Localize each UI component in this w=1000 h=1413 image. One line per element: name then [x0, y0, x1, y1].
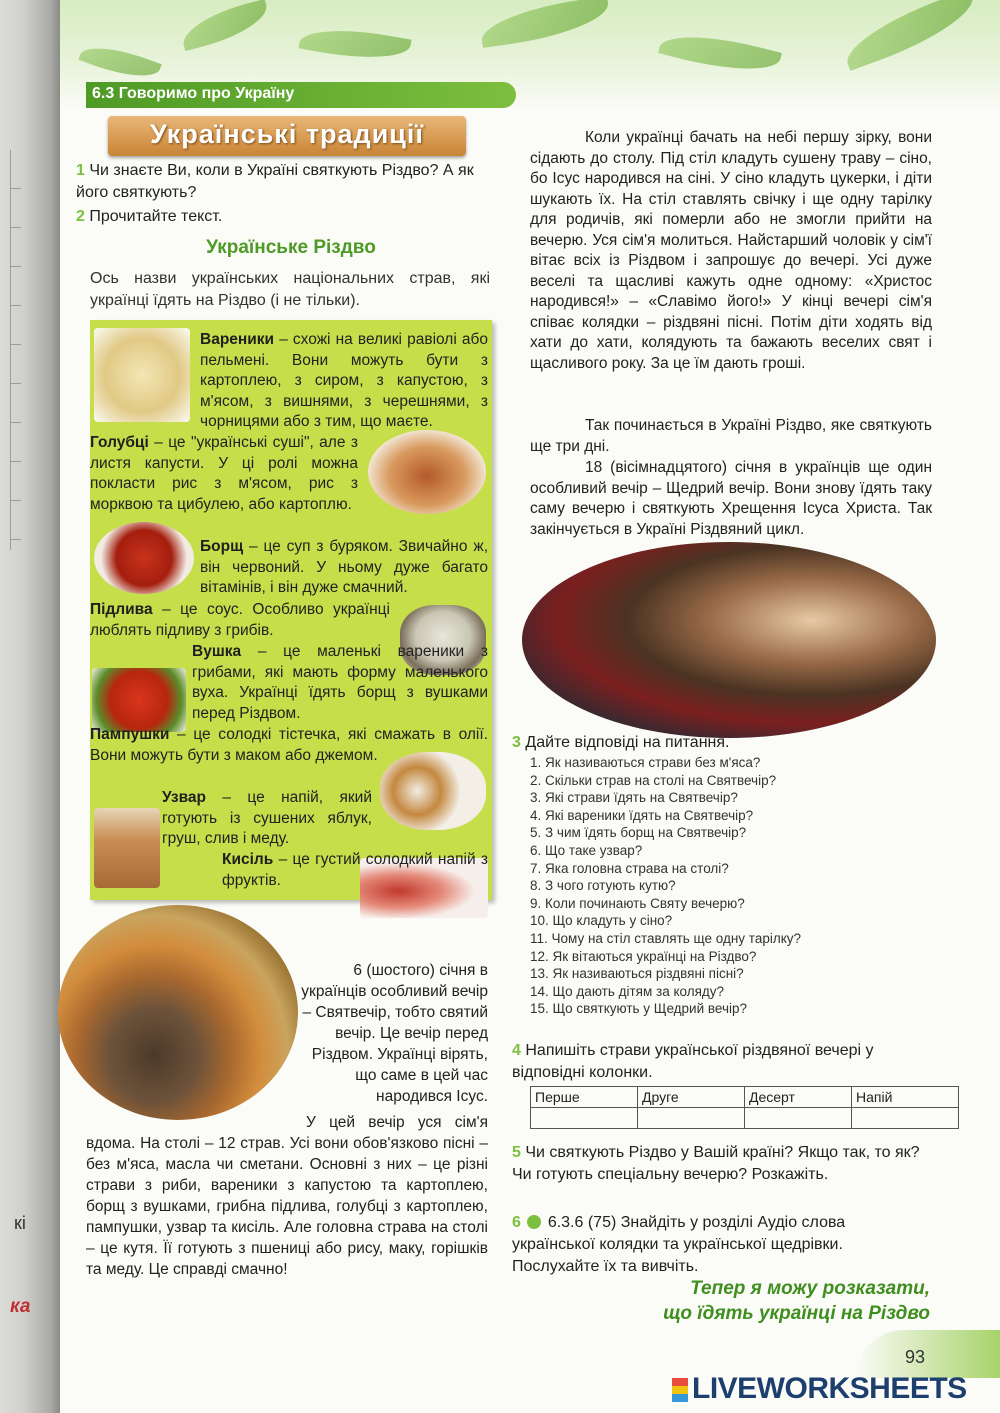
spine-text: кі [14, 1213, 26, 1233]
question-3-text: Дайте відповіді на питання. [525, 734, 730, 751]
page-number-badge [856, 1330, 1000, 1378]
table-answer-cell[interactable] [531, 1108, 638, 1129]
dishes-table [530, 1086, 959, 1129]
closing-text: Тепер я можу розказати, що їдять українці на Різдво [663, 1278, 930, 1324]
table-answer-cell[interactable] [638, 1108, 745, 1129]
table-header: Перше [531, 1087, 638, 1108]
kutya-image [58, 905, 298, 1120]
vushka-name: Вушка [192, 643, 242, 660]
pampushky-name: Пампушки [90, 726, 170, 743]
question-6: 6 6.3.6 (75) Знайдіть у розділі Аудіо слова української колядки та української щедрівки. Послухайте їх та вивчіть. [512, 1214, 846, 1275]
watermark: LIVEWORKSHEETS [692, 1372, 967, 1405]
section-title: 6.3 Говоримо про Україну [92, 85, 295, 102]
table-header: Друге [638, 1087, 745, 1108]
borshch-text: Борщ – це суп з буряком. Звичайно ж, він червоний. У ньому дуже багато вітамінів, і він дуже смачний. [200, 538, 488, 596]
list-item: 4. Які вареники їдять на Святвечір? [530, 807, 754, 823]
table-answer-cell[interactable] [852, 1108, 959, 1129]
vareniky-text: Вареники – схожі на великі равіолі або пельмені. Вони можуть бути з картоплею, з сиром, з капустою, з м'ясом, з вишнями, з черешнями, з чорницями або з тим, що маєте. [200, 331, 488, 430]
uzvar-text: Узвар – це напій, який готують із сушених яблук, груш, слив і меду. [162, 789, 372, 847]
liveworksheets-logo-icon [672, 1378, 688, 1402]
question-5-text: Чи святкують Різдво у Вашій країні? Якщо так, то як? Чи готують спеціальну вечерю? Розкажіть. [512, 1144, 920, 1183]
svyatvechir-text-2: У цей вечір уся сім'я вдома. На столі – 12 страв. Усі вони обов'язково пісні – без м'яса, масла чи сметани. Основні з них – це різні страви з риби, вареники з капустою та картоплею, борщ з вушками, грибна підлива, голубці з картоплею, пампушки, узвар та кисіль. Але головна страва на столі – це кутя. Її готують з пшениці або рису, маку, горішків та меду. Це справді смачно! [86, 1114, 488, 1278]
list-item: 14. Що дають дітям за коляду? [530, 983, 725, 999]
title-banner [108, 116, 466, 156]
list-item: 9. Коли починають Святу вечерю? [530, 895, 745, 911]
christmas-photo [522, 542, 936, 738]
uzvar-name: Узвар [162, 789, 206, 806]
vareniky-image [94, 328, 190, 422]
table-answer-cell[interactable] [745, 1108, 852, 1129]
list-item: 6. Що таке узвар? [530, 842, 643, 858]
list-item: 13. Як називаються різдвяні пісні? [530, 966, 744, 982]
list-item: 3. Які страви їдять на Святвечір? [530, 790, 738, 806]
intro-text: Ось назви українських національних страв, які українці їдять на Різдво (і не тільки). [90, 270, 490, 309]
pidlyva-name: Підлива [90, 601, 153, 618]
pidlyva-text: Підлива – це соус. Особливо українці люблять підливу з грибів. [90, 601, 390, 639]
book-spine-shadow [0, 0, 60, 1413]
question-2: 2 Прочитайте текст. [76, 208, 223, 225]
holubtsi-name: Голубці [90, 434, 149, 451]
kysil-text: Кисіль – це густий солодкий напій з фруктів. [222, 851, 488, 889]
question-3: 3 Дайте відповіді на питання. [512, 734, 730, 751]
question-2-text: Прочитайте текст. [89, 208, 223, 225]
svyatvechir-text-1: 6 (шостого) січня в українців особливий вечір – Святвечір, тобто святий вечір. Це вечір перед Різдвом. Українці вірять, що саме в цей час народився Ісус. [301, 962, 488, 1105]
table-header: Напій [852, 1087, 959, 1108]
uzvar-image [94, 808, 160, 888]
list-item: 11. Чому на стіл ставлять ще одну тарілку? [530, 930, 802, 946]
list-item: 2. Скільки страв на столі на Святвечір? [530, 772, 777, 788]
spine-grid-lines [10, 150, 21, 550]
holubtsi-text: Голубці – це "українські суші", але з листя капусти. У ці ролі можна покласти рис з м'ясом, рис з морквою та цибулею, або картоплю. [90, 434, 358, 513]
list-item: 15. Що святкують у Щедрий вечір? [530, 1001, 748, 1017]
vushka-image [92, 668, 186, 732]
right-text-1: Коли українці бачать на небі першу зірку, вони сідають до столу. Під стіл кладуть сушену траву – сіно, бо Ісус народився на сіні. У сіно кладуть цукерки, і діти шукають їх. На стіл ставлять свічку і ще одну тарілку для родичів, які померли або не змогли прийти на вечерю. Уся сім'я молиться. Найстарший чоловік у сім'ї вітає всіх із Різдвом і запрошує до вечері. Усі дуже веселі та щасливі кажуть одне одному: «Христос народився!» – «Славімо його!» У кінці вечері сім'я співає колядки – різдвяні пісні. Потім діти ходять від хати до хати, колядують та бажають веселих свят і щасливого року. За це їм дають гроші. [530, 129, 932, 372]
headphones-icon [527, 1215, 541, 1229]
holubtsi-image [368, 430, 486, 514]
list-item: 7. Яка головна страва на столі? [530, 860, 729, 876]
question-4-text: Напишіть страви української різдвяної вечері у відповідні колонки. [512, 1042, 874, 1081]
vushka-text: Вушка – це маленькі вареники з грибами, які мають форму маленького вуха. Українці їдять борщ з вушками перед Різдвом. [192, 643, 488, 722]
question-6-text: 6.3.6 (75) Знайдіть у розділі Аудіо слова української колядки та української щедрівки. Послухайте їх та вивчіть. [512, 1214, 846, 1275]
table-header: Десерт [745, 1087, 852, 1108]
spine-text-red: ка [10, 1296, 31, 1317]
question-4: 4 Напишіть страви української різдвяної вечері у відповідні колонки. [512, 1042, 874, 1081]
banner-title: Українські традиції [150, 119, 424, 149]
text-heading: Українське Різдво [206, 237, 376, 258]
pampushky-text: Пампушки – це солодкі тістечка, які смажать в олії. Вони можуть бути з маком або джемом. [90, 726, 488, 764]
question-5: 5 Чи святкують Різдво у Вашій країні? Якщо так, то як? Чи готують спеціальну вечерю? Розкажіть. [512, 1144, 920, 1183]
kysil-name: Кисіль [222, 851, 274, 868]
borshch-image [94, 522, 194, 594]
borshch-name: Борщ [200, 538, 244, 555]
list-item: 12. Як вітаються українці на Різдво? [530, 948, 757, 964]
questions-list [530, 754, 930, 1018]
question-1-text: Чи знаєте Ви, коли в Україні святкують Різдво? А як його святкують? [76, 162, 474, 201]
section-header-bar [86, 82, 516, 108]
list-item: 5. З чим їдять борщ на Святвечір? [530, 825, 747, 841]
question-1: 1 Чи знаєте Ви, коли в Україні святкують Різдво? А як його святкують? [76, 162, 474, 201]
right-text-2: Так починається в Україні Різдво, яке святкують ще три дні. [530, 417, 932, 455]
page-number: 93 [905, 1347, 926, 1367]
vareniky-name: Вареники [200, 331, 275, 348]
list-item: 1. Як називаються страви без м'яса? [530, 755, 761, 770]
right-text-3: 18 (вісімнадцятого) січня в українців ще один особливий вечір – Щедрий вечір. Вони знову їдять таку саму вечерю і святкують Хрещення Ісуса Христа. Так закінчується в Україні Різдвяний цикл. [530, 459, 932, 538]
list-item: 8. З чого готують кутю? [530, 878, 676, 894]
list-item: 10. Що кладуть у сіно? [530, 913, 673, 929]
